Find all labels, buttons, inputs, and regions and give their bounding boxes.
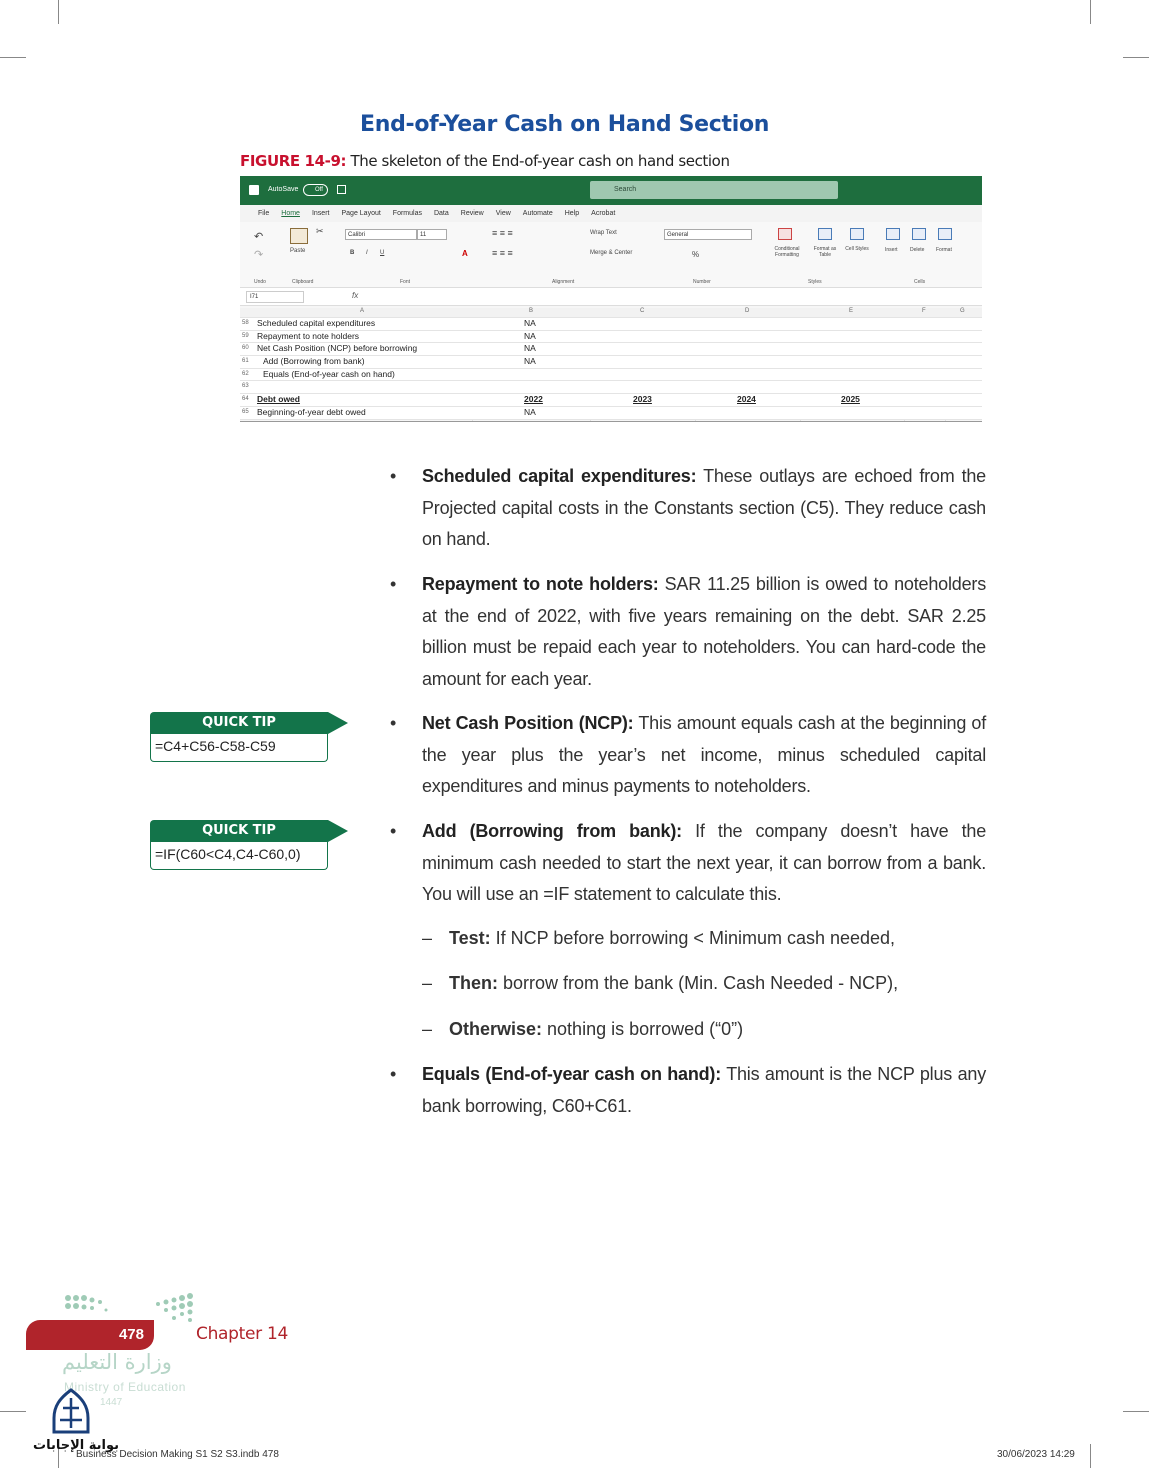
tab-view[interactable]: View [495, 210, 511, 217]
sub-dash: – [422, 928, 433, 948]
group-alignment: Alignment [552, 279, 575, 285]
portal-name: بوابة الإجابات [33, 1438, 119, 1453]
sub-title: Otherwise: [449, 1019, 543, 1039]
bullet-dot: • [390, 466, 397, 486]
tab-insert[interactable]: Insert [311, 210, 330, 217]
insert-cells-button[interactable]: Insert [885, 247, 898, 253]
bullet-dot: • [390, 574, 397, 594]
bullet-dot: • [390, 713, 397, 733]
column-header[interactable]: E [849, 308, 854, 314]
format-table-button[interactable]: Format as Table [813, 246, 837, 258]
cell-b[interactable]: NA [524, 330, 536, 341]
font-size-select[interactable]: 11 [417, 229, 447, 240]
column-header[interactable]: G [960, 308, 965, 314]
bullet-text: SAR 11.25 billion is owed to noteholders at the end of 2022, with five years remaining on the debt. SAR 2.25 billion must be repaid each year to noteholders. You can hard-code the amount for each year. [422, 574, 986, 689]
crop-mark [0, 57, 26, 58]
percent-icon[interactable]: % [692, 250, 700, 259]
sub-dash: – [422, 1019, 433, 1039]
tab-help[interactable]: Help [564, 210, 580, 217]
conditional-formatting-icon[interactable] [778, 228, 792, 240]
section-heading: End-of-Year Cash on Hand Section [360, 112, 770, 137]
row-number[interactable]: 60 [242, 345, 249, 352]
table-row [240, 381, 982, 394]
undo-icon[interactable]: ↶ [254, 231, 264, 243]
fx-icon[interactable]: fx [352, 291, 359, 300]
insert-cells-icon[interactable] [886, 228, 900, 240]
crop-mark [1123, 1411, 1149, 1412]
bullet-title: Net Cash Position (NCP): [422, 713, 634, 733]
merge-center-button[interactable]: Merge & Center [590, 250, 633, 256]
group-clipboard: Clipboard [292, 279, 314, 285]
row-number[interactable]: 62 [242, 370, 249, 377]
quick-tip-arrow-icon [328, 820, 348, 842]
chapter-label: Chapter 14 [196, 1324, 289, 1344]
tab-review[interactable]: Review [460, 210, 484, 217]
format-cells-icon[interactable] [938, 228, 952, 240]
ministry-name-english: Ministry of Education [64, 1380, 186, 1394]
format-table-icon[interactable] [818, 228, 832, 240]
indd-file-slug: Business Decision Making S1 S2 S3.indb 478 [76, 1449, 279, 1460]
sub-dash: – [422, 973, 433, 993]
table-row [240, 369, 982, 382]
align-bottom-icon[interactable]: ≡ ≡ ≡ [492, 248, 513, 258]
crop-mark [1090, 1444, 1091, 1468]
quick-tip [150, 712, 350, 764]
tab-automate[interactable]: Automate [522, 210, 553, 217]
bullet-text: If the company doesn’t have the minimum cash needed to start the next year, it can borrow from a bank. You will use an =IF statement to calculate this. [422, 821, 987, 904]
cell-b[interactable]: NA [524, 406, 536, 417]
bullet-title: Equals (End-of-year cash on hand): [422, 1064, 722, 1084]
autosave-toggle[interactable]: Off [303, 184, 328, 196]
bullet-text: This amount equals cash at the beginning of the year plus the year’s net income, minus scheduled capital expenditures and minus payments to noteholders. [422, 713, 986, 796]
column-header[interactable]: F [922, 308, 926, 314]
font-color-icon[interactable]: A [462, 249, 468, 258]
cell-b[interactable]: NA [524, 356, 536, 367]
sub-text: If NCP before borrowing < Minimum cash needed, [490, 928, 896, 948]
sub-title: Then: [449, 973, 498, 993]
search-input[interactable] [590, 181, 838, 199]
bullet-title: Add (Borrowing from bank): [422, 821, 682, 841]
sub-text: nothing is borrowed (“0”) [542, 1019, 744, 1039]
search-placeholder: Search [614, 186, 637, 193]
page-number-badge: 478 [26, 1320, 154, 1350]
cell-styles-button[interactable]: Cell Styles [845, 246, 869, 252]
cell-b[interactable]: NA [524, 318, 536, 328]
tab-page-layout[interactable]: Page Layout [341, 210, 381, 217]
figure-caption [240, 152, 730, 170]
table-row [240, 407, 982, 420]
cut-icon[interactable]: ✂ [316, 226, 324, 236]
quick-tip-title: QUICK TIP [150, 712, 328, 734]
figure-caption-text: The skeleton of the End-of-year cash on hand section [346, 152, 730, 170]
cell-c[interactable]: 2023 [633, 394, 652, 405]
bullet-title: Scheduled capital expenditures: [422, 466, 697, 486]
excel-logo-icon [249, 185, 259, 195]
quick-tip-title: QUICK TIP [150, 820, 328, 842]
row-number[interactable]: 58 [242, 320, 249, 326]
portal-logo-icon [48, 1388, 94, 1436]
align-icon[interactable]: ≡ ≡ ≡ [492, 228, 513, 238]
formula-bar [240, 288, 982, 306]
table-row [240, 394, 982, 407]
bullet-title: Repayment to note holders: [422, 574, 659, 594]
row-number[interactable]: 64 [242, 396, 249, 403]
column-header[interactable]: B [529, 308, 534, 314]
table-row [240, 331, 982, 344]
group-cells: Cells [914, 279, 926, 285]
quick-tip-arrow-icon [328, 712, 348, 734]
font-name-select[interactable]: Calibri [345, 229, 417, 240]
bold-button[interactable]: B [350, 250, 355, 256]
conditional-formatting-button[interactable]: Conditional Formatting [774, 246, 800, 258]
table-row [240, 343, 982, 356]
bullet-dot: • [390, 1064, 397, 1084]
tab-acrobat[interactable]: Acrobat [591, 210, 616, 217]
crop-mark [1090, 0, 1091, 24]
cell-a[interactable]: Repayment to note holders [257, 330, 360, 341]
cell-a[interactable]: Beginning-of-year debt owed [257, 406, 366, 417]
redo-icon[interactable]: ↷ [254, 249, 264, 261]
excel-screenshot [240, 176, 982, 422]
quick-tip [150, 820, 350, 872]
quick-tip-formula: =C4+C56-C58-C59 [150, 734, 328, 762]
cell-a[interactable]: Net Cash Position (NCP) before borrowing [257, 343, 418, 354]
sub-title: Test: [449, 928, 491, 948]
tab-data[interactable]: Data [433, 210, 449, 217]
row-number[interactable]: 65 [242, 408, 249, 415]
tab-file[interactable]: File [258, 210, 270, 217]
group-number: Number [693, 279, 711, 285]
format-cells-button[interactable]: Format [936, 247, 952, 253]
bullet-dot: • [390, 821, 397, 841]
group-styles: Styles [808, 279, 822, 285]
autosave-label: AutoSave [268, 186, 299, 193]
row-number[interactable]: 61 [242, 358, 249, 365]
cell-a[interactable]: Equals (End-of-year cash on hand) [263, 368, 395, 379]
ministry-name-arabic: وزارة التعليم [62, 1350, 172, 1374]
cell-a[interactable]: Debt owed [257, 394, 300, 405]
paste-icon[interactable] [290, 228, 308, 244]
crop-mark [58, 0, 59, 24]
bullet-text: These outlays are echoed from the Projected capital costs in the Constants section (C5). They reduce cash on hand. [422, 466, 986, 549]
cell-styles-icon[interactable] [850, 228, 864, 240]
number-format-select[interactable]: General [664, 229, 752, 240]
column-header[interactable]: D [745, 308, 750, 314]
cell-b[interactable]: NA [524, 343, 536, 354]
crop-mark [1123, 57, 1149, 58]
column-header[interactable]: A [360, 308, 365, 314]
cell-a[interactable]: Add (Borrowing from bank) [263, 356, 365, 367]
cell-e[interactable]: 2025 [841, 394, 860, 405]
column-header[interactable]: C [640, 308, 645, 314]
cell-a[interactable]: Scheduled capital expenditures [257, 318, 376, 328]
tab-home[interactable]: Home [281, 210, 300, 217]
cell-d[interactable]: 2024 [737, 394, 756, 405]
delete-cells-button[interactable]: Delete [910, 247, 925, 253]
paste-label: Paste [290, 248, 306, 254]
row-number[interactable]: 59 [242, 332, 249, 339]
table-row [240, 318, 982, 331]
cell-b[interactable]: 2022 [524, 394, 543, 405]
underline-button[interactable]: U [380, 250, 385, 256]
row-number[interactable]: 63 [242, 383, 249, 390]
wrap-text-button[interactable]: Wrap Text [590, 230, 617, 236]
quick-tip-formula: =IF(C60<C4,C4-C60,0) [150, 842, 328, 870]
crop-mark [0, 1411, 26, 1412]
tab-formulas[interactable]: Formulas [392, 210, 422, 217]
group-undo: Undo [254, 279, 266, 285]
save-icon[interactable] [337, 185, 346, 194]
name-box[interactable]: I71 [246, 291, 304, 303]
ribbon-tabs [240, 205, 982, 222]
group-font: Font [400, 279, 411, 285]
ribbon [240, 222, 982, 288]
spreadsheet-grid [240, 308, 982, 420]
excel-title-bar [240, 176, 982, 205]
column-header-row [240, 308, 982, 318]
bullet-text: This amount is the NCP plus any bank borrowing, C60+C61. [422, 1064, 986, 1116]
table-row [240, 356, 982, 369]
print-timestamp: 30/06/2023 14:29 [997, 1449, 1075, 1460]
sub-text: borrow from the bank (Min. Cash Needed - NCP), [498, 973, 899, 993]
italic-button[interactable]: I [366, 250, 368, 256]
delete-cells-icon[interactable] [912, 228, 926, 240]
ministry-year: 1447 [100, 1397, 123, 1408]
figure-label: FIGURE 14-9: [240, 152, 347, 170]
